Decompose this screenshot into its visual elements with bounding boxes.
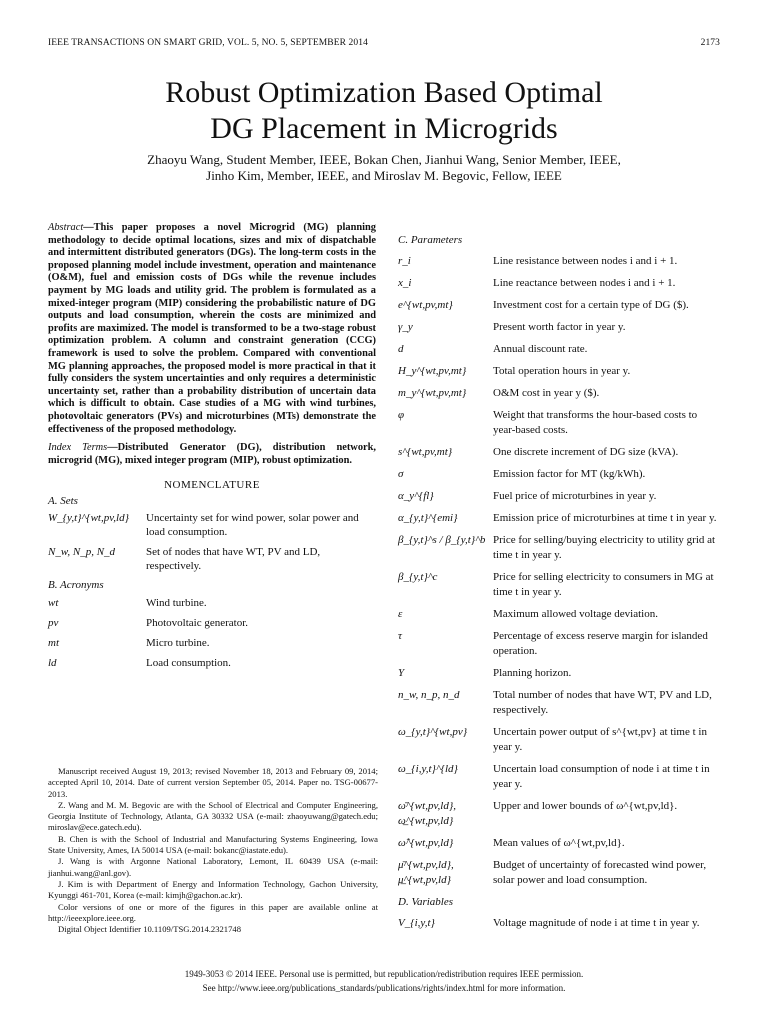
nomenclature-row	[48, 636, 376, 650]
symbol-description: Present worth factor in year y.	[493, 321, 626, 333]
symbol: ω̂^{wt,pv,ld}	[398, 837, 454, 849]
symbol-description: Load consumption.	[146, 657, 231, 670]
nomenclature-row	[398, 386, 720, 401]
symbol-description: Uncertainty set for wind power, solar power and load consumption.	[146, 512, 359, 539]
title-line-2: DG Placement in Microgrids	[210, 112, 558, 145]
symbol: ω_{y,t}^{wt,pv}	[398, 726, 468, 738]
footnote: J. Wang is with Argonne National Laboratory, Lemont, IL 60439 USA (e-mail: jianhui.wang@anl.gov).	[48, 856, 378, 878]
footer-line-1: 1949-3053 © 2014 IEEE. Personal use is permitted, but republication/redistribution requires IEEE permission.	[184, 969, 584, 979]
footnote: B. Chen is with the School of Industrial and Manufacturing Systems Engineering, Iowa State University, Ames, IA 50014 USA (e-mail: bokanc@iastate.edu).	[48, 833, 378, 856]
symbol-description: Planning horizon.	[493, 667, 572, 679]
symbol-description: Set of nodes that have WT, PV and LD, respectively.	[146, 546, 321, 573]
symbol: wt	[48, 597, 59, 610]
nomenclature-row	[398, 858, 720, 888]
symbol-description: One discrete increment of DG size (kVA).	[493, 446, 679, 458]
abstract-text: —This paper proposes a novel Microgrid (MG) planning methodology to decide optimal locations, sizes and mix of dispatchable and intermittent distributed generators (DGs). The long-term costs in the proposed planning model include investment, operation and maintenance (O&M), fuel and emission costs of DGs while the revenue includes payment by MG loads and utility grid. The problem is formulated as a mixed-integer program (MIP) considering the probabilistic nature of DG outputs and load consumption, wherein the costs are minimized and profits are maximized. The model is transformed to be a two-stage robust optimization problem. A column and constraint generation (CCG) framework is used to solve the problem. Compared with conventional MG planning approaches, the proposed model is more practical in that it fully considers the system uncertainties and only requires a deterministic uncertainty set, rather than a probability distribution of uncertain data which is difficult to obtain. Case studies of a MG with wind turbines, photovoltaic generators (PVs) and microturbines (MTs) demonstrate the effectiveness of the proposed methodology.	[48, 222, 376, 435]
symbol-description: Emission factor for MT (kg/kWh).	[493, 468, 646, 480]
footnote: Color versions of one or more of the figures in this paper are available online at http://ieeexplore.ieee.org.	[48, 901, 378, 923]
nomenclature-row	[398, 489, 720, 504]
symbol: ω̄^{wt,pv,ld}, ω̲^{wt,pv,ld}	[398, 800, 456, 827]
footnotes	[48, 766, 378, 935]
symbol-description: Uncertain power output of s^{wt,pv} at time t in year y.	[493, 726, 707, 753]
symbol-description: Price for selling electricity to consumers in MG at time t in year y.	[493, 571, 714, 598]
symbol: W_{y,t}^{wt,pv,ld}	[48, 512, 129, 525]
symbol: mt	[48, 637, 59, 650]
symbol-description: Fuel price of microturbines in year y.	[493, 490, 657, 502]
nomenclature-row	[48, 545, 376, 573]
symbol: α_y^{fl}	[398, 490, 434, 502]
nomenclature-row	[398, 916, 720, 931]
nomenclature-row	[398, 511, 720, 526]
journal-header: IEEE TRANSACTIONS ON SMART GRID, VOL. 5, NO. 5, SEPTEMBER 2014	[48, 38, 368, 48]
symbol: N_w, N_p, N_d	[48, 546, 116, 559]
acronyms-list	[48, 596, 376, 670]
symbol: τ	[398, 630, 402, 642]
symbol: x_i	[398, 277, 412, 289]
symbol: pv	[48, 617, 59, 630]
paper-title	[0, 75, 768, 147]
nomenclature-row	[398, 688, 720, 718]
sets-list	[48, 511, 376, 573]
abstract	[48, 222, 376, 436]
parameters-heading: C. Parameters	[398, 234, 463, 246]
nomenclature-row	[398, 276, 720, 291]
symbol: s^{wt,pv,mt}	[398, 446, 453, 458]
right-column	[398, 233, 720, 938]
nomenclature-row	[48, 616, 376, 630]
symbol-description: Upper and lower bounds of ω^{wt,pv,ld}.	[493, 800, 678, 812]
symbol: ε	[398, 608, 403, 620]
symbol: e^{wt,pv,mt}	[398, 299, 453, 311]
symbol: β_{y,t}^s / β_{y,t}^b	[398, 534, 486, 546]
symbol-description: Photovoltaic generator.	[146, 617, 249, 630]
symbol: μ̄^{wt,pv,ld}, μ̲^{wt,pv,ld}	[398, 859, 454, 886]
left-column	[48, 222, 376, 676]
symbol: γ_y	[398, 321, 413, 333]
nomenclature-row	[398, 607, 720, 622]
nomenclature-row	[398, 298, 720, 313]
index-terms-lead: Index Terms	[48, 442, 108, 454]
index-terms-text: —Distributed Generator (DG), distribution network, microgrid (MG), mixed integer program (MIP), robust optimization.	[48, 442, 376, 466]
nomenclature-row	[398, 799, 720, 829]
symbol-description: Mean values of ω^{wt,pv,ld}.	[493, 837, 625, 849]
variables-heading: D. Variables	[398, 896, 453, 908]
nomenclature-row	[398, 570, 720, 600]
symbol: ld	[48, 657, 57, 670]
nomenclature-row	[398, 320, 720, 335]
symbol-description: Investment cost for a certain type of DG ($).	[493, 299, 689, 311]
symbol-description: Uncertain load consumption of node i at time t in year y.	[493, 763, 710, 790]
nomenclature-row	[398, 836, 720, 851]
abstract-lead: Abstract	[48, 222, 84, 233]
symbol: α_{y,t}^{emi}	[398, 512, 458, 524]
footnote: Z. Wang and M. M. Begovic are with the School of Electrical and Computer Engineering, Georgia Institute of Technology, Atlanta, GA 30332 USA (e-mail: zhaoyuwang@gatech.edu; miroslav@ece.gatech.edu).	[48, 799, 378, 833]
nomenclature-row	[398, 445, 720, 460]
nomenclature-row	[48, 511, 376, 539]
symbol: H_y^{wt,pv,mt}	[398, 365, 467, 377]
nomenclature-row	[398, 254, 720, 269]
copyright-footer	[0, 967, 768, 995]
footnote: Manuscript received August 19, 2013; revised November 18, 2013 and February 09, 2014; accepted April 10, 2014. Date of current version September 05, 2014. Paper no. TSG-00677-2013.	[48, 766, 378, 799]
symbol-description: Total operation hours in year y.	[493, 365, 631, 377]
symbol: Y	[398, 667, 405, 679]
symbol-description: Total number of nodes that have WT, PV and LD, respectively.	[493, 689, 712, 716]
symbol: r_i	[398, 255, 411, 267]
page-number: 2173	[700, 38, 720, 48]
symbol-description: Annual discount rate.	[493, 343, 588, 355]
symbol-description: Micro turbine.	[146, 637, 210, 650]
symbol: m_y^{wt,pv,mt}	[398, 387, 467, 399]
index-terms	[48, 442, 376, 467]
symbol: φ	[398, 409, 405, 421]
footer-line-2: See http://www.ieee.org/publications_standards/publications/rights/index.html for more information.	[202, 983, 566, 993]
symbol-description: Line reactance between nodes i and i + 1.	[493, 277, 676, 289]
sets-heading: A. Sets	[48, 494, 78, 507]
nomenclature-row	[398, 467, 720, 482]
symbol-description: O&M cost in year y ($).	[493, 387, 600, 399]
symbol: n_w, n_p, n_d	[398, 689, 460, 701]
nomenclature-row	[398, 364, 720, 379]
symbol-description: Budget of uncertainty of forecasted wind power, solar power and load consumption.	[493, 859, 707, 886]
symbol-description: Emission price of microturbines at time t in year y.	[493, 512, 717, 524]
nomenclature-row	[398, 408, 720, 438]
symbol-description: Price for selling/buying electricity to utility grid at time t in year y.	[493, 534, 716, 561]
nomenclature-row	[398, 762, 720, 792]
symbol: σ	[398, 468, 404, 480]
symbol-description: Line resistance between nodes i and i + 1.	[493, 255, 678, 267]
authors-line-2: Jinho Kim, Member, IEEE, and Miroslav M. Begovic, Fellow, IEEE	[206, 168, 562, 183]
symbol-description: Wind turbine.	[146, 597, 207, 610]
nomenclature-row	[398, 666, 720, 681]
nomenclature-heading: NOMENCLATURE	[164, 479, 260, 492]
footnote: J. Kim is with Department of Energy and Information Technology, Gachon University, Kyunggi 461-701, Korea (e-mail: kimjh@gachon.ac.kr).	[48, 878, 378, 901]
symbol-description: Voltage magnitude of node i at time t in year y.	[493, 917, 700, 929]
nomenclature-row	[398, 629, 720, 659]
authors-line-1: Zhaoyu Wang, Student Member, IEEE, Bokan Chen, Jianhui Wang, Senior Member, IEEE,	[147, 152, 621, 167]
symbol: d	[398, 343, 404, 355]
author-list	[0, 152, 768, 184]
nomenclature-row	[48, 596, 376, 610]
acronyms-heading: B. Acronyms	[48, 579, 104, 592]
nomenclature-row	[398, 533, 720, 563]
symbol: V_{i,y,t}	[398, 917, 435, 929]
symbol: ω_{i,y,t}^{ld}	[398, 763, 458, 775]
nomenclature-row	[398, 725, 720, 755]
parameters-list	[398, 254, 720, 888]
variables-list	[398, 916, 720, 931]
symbol-description: Maximum allowed voltage deviation.	[493, 608, 658, 620]
nomenclature-row	[398, 342, 720, 357]
symbol-description: Percentage of excess reserve margin for islanded operation.	[493, 630, 708, 657]
symbol-description: Weight that transforms the hour-based costs to year-based costs.	[493, 409, 698, 436]
title-line-1: Robust Optimization Based Optimal	[165, 76, 603, 109]
footnote: Digital Object Identifier 10.1109/TSG.2014.2321748	[58, 924, 241, 935]
symbol: β_{y,t}^c	[398, 571, 438, 583]
nomenclature-row	[48, 656, 376, 670]
